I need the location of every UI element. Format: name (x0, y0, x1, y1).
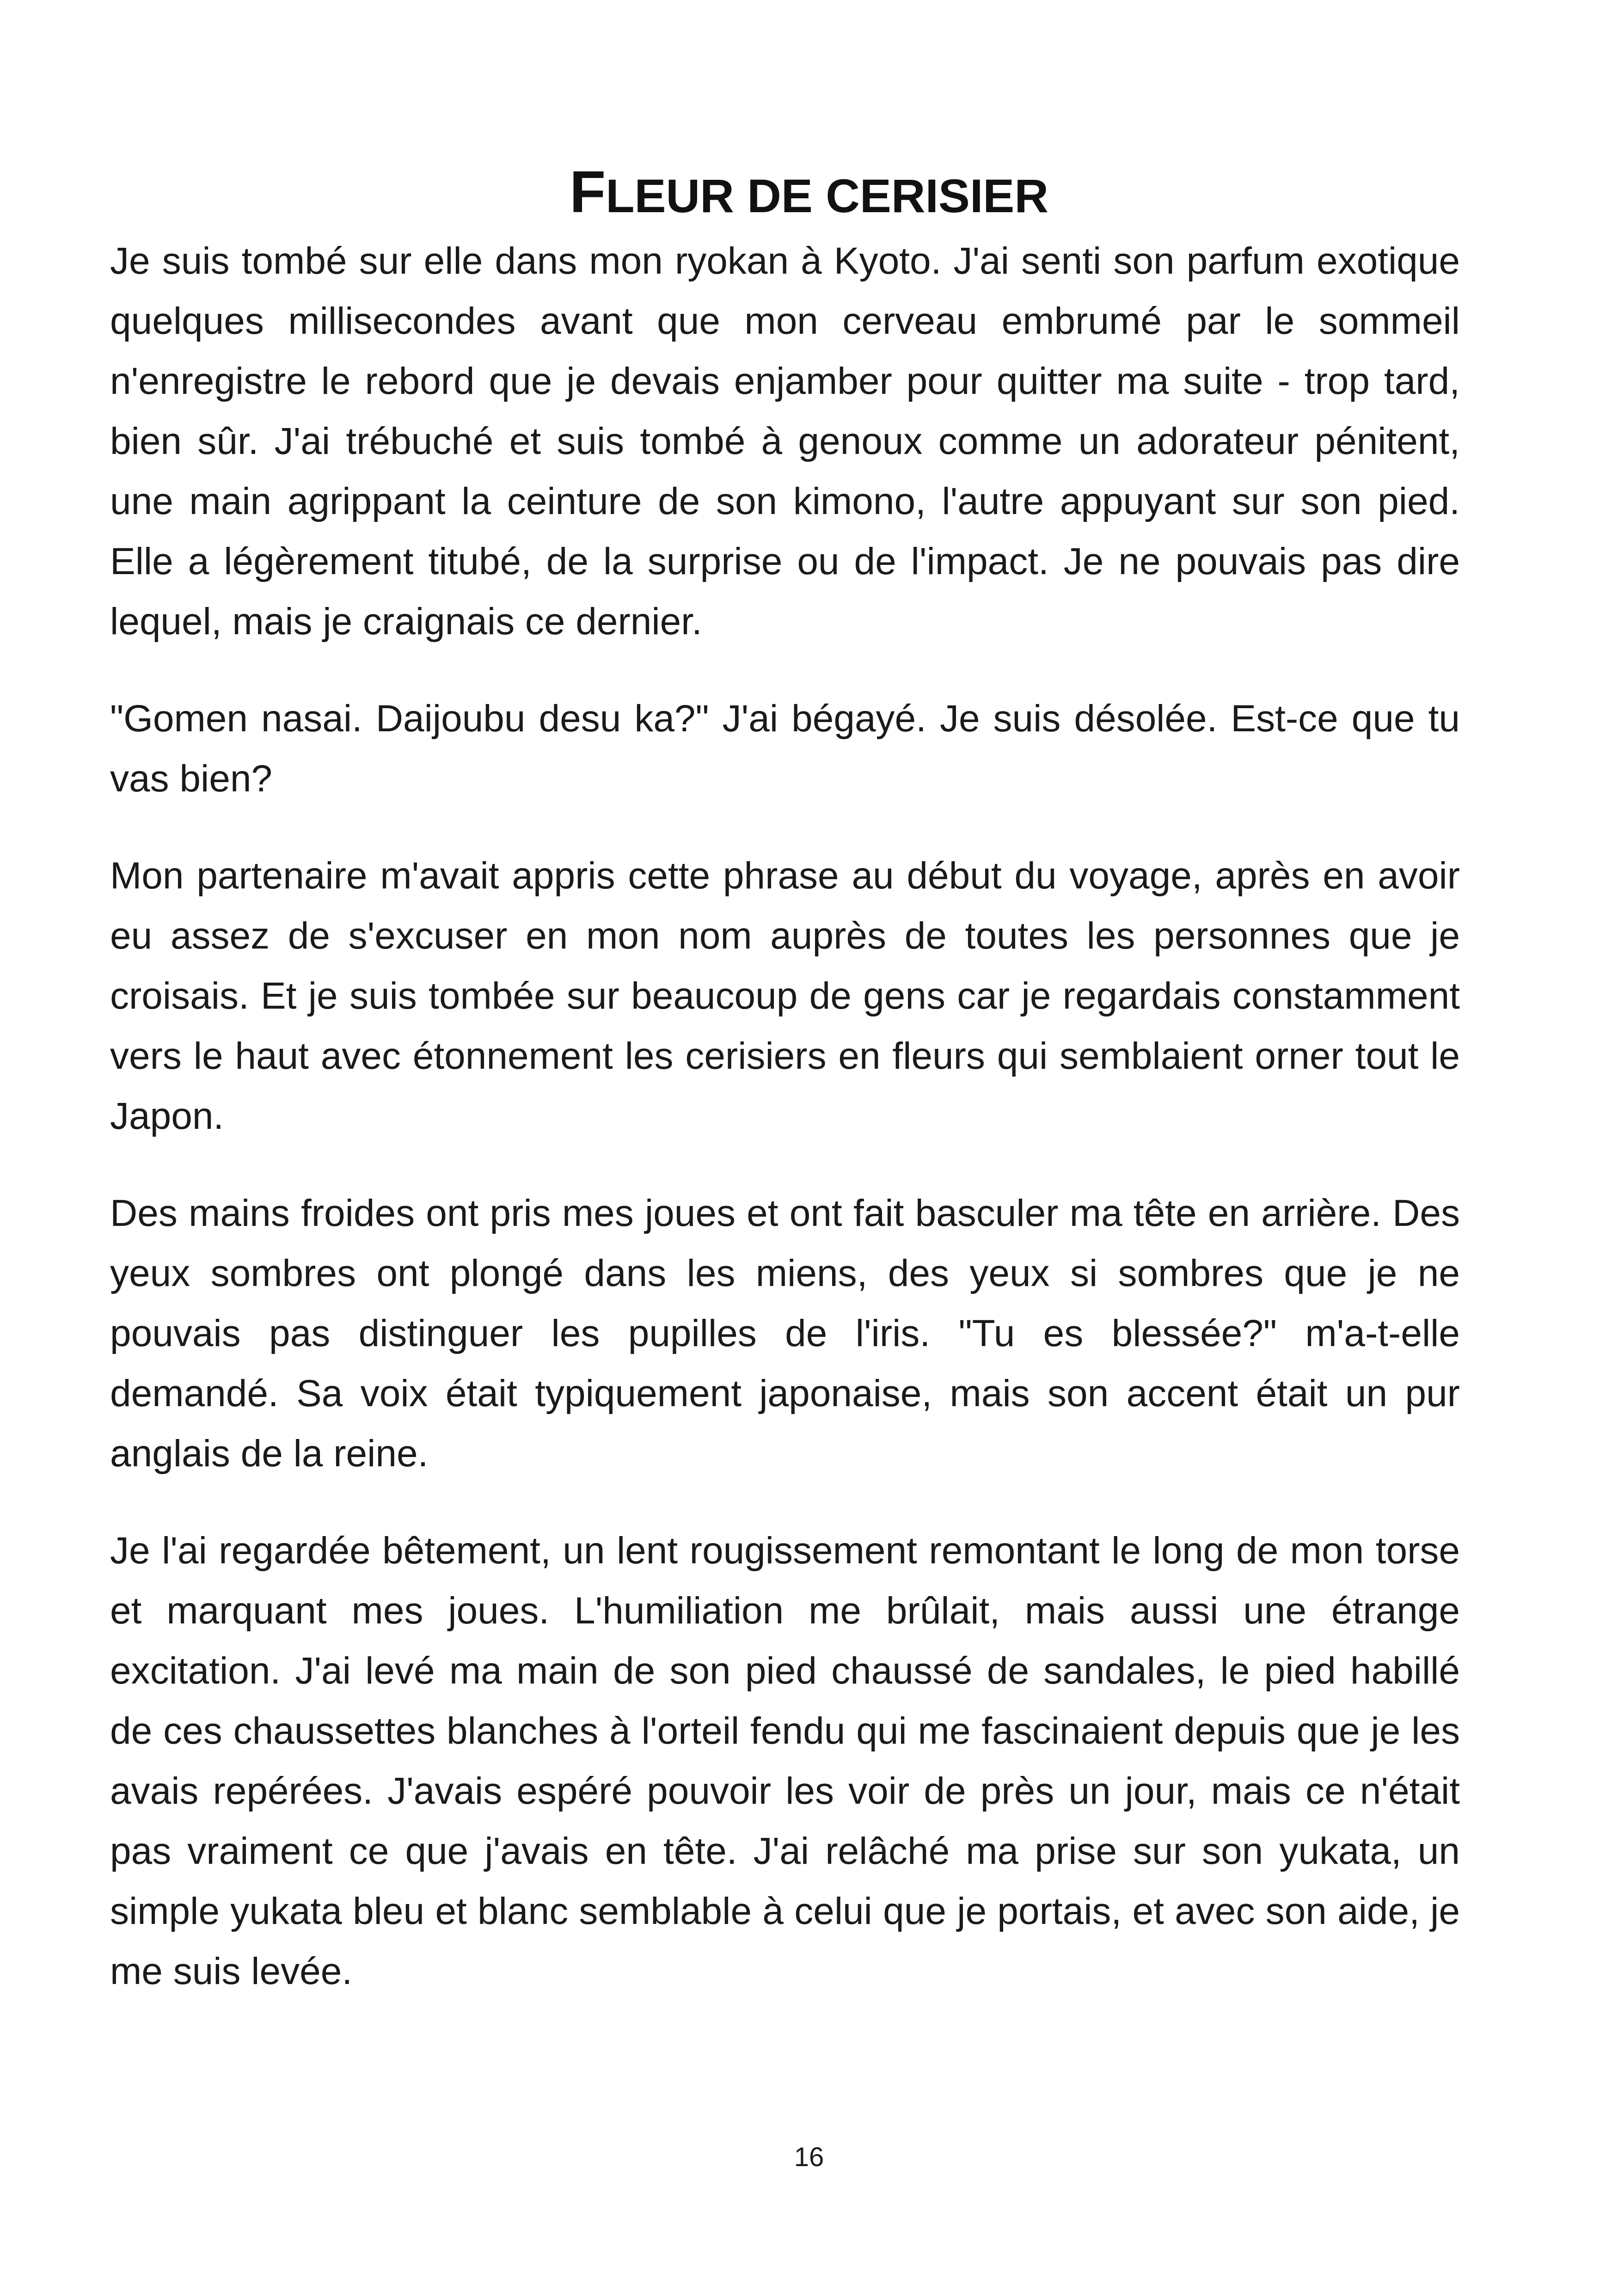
page-title (0, 158, 1618, 231)
paragraph-4: Des mains froides ont pris mes joues et ont fait basculer ma tête en arrière. Des yeux sombres ont plongé dans les miens, des yeux si sombres que je ne pouvais pas distinguer les pupilles de l'iris. "Tu es blessée?" m'a-t-elle demandé. Sa voix était typiquement japonaise, mais son accent était un pur anglais de la reine. (110, 1192, 1460, 1475)
paragraph-1: Je suis tombé sur elle dans mon ryokan à Kyoto. J'ai senti son parfum exotique quelques millisecondes avant que mon cerveau embrumé par le sommeil n'enregistre le rebord que je devais enjamber pour quitter ma suite - trop tard, bien sûr. J'ai trébuché et suis tombé à genoux comme un adorateur pénitent, une main agrippant la ceinture de son kimono, l'autre appuyant sur son pied. Elle a légèrement titubé, de la surprise ou de l'impact. Je ne pouvais pas dire lequel, mais je craignais ce dernier. (110, 240, 1460, 643)
paragraph-2: "Gomen nasai. Daijoubu desu ka?" J'ai bégayé. Je suis désolée. Est-ce que tu vas bien? (110, 698, 1460, 800)
paragraph-3: Mon partenaire m'avait appris cette phrase au début du voyage, après en avoir eu assez de s'excuser en mon nom auprès de toutes les personnes que je croisais. Et je suis tombée sur beaucoup de gens car je regardais constamment vers le haut avec étonnement les cerisiers en fleurs qui semblaient orner tout le Japon. (110, 855, 1460, 1137)
paragraph-5: Je l'ai regardée bêtement, un lent rougissement remontant le long de mon torse et marquant mes joues. L'humiliation me brûlait, mais aussi une étrange excitation. J'ai levé ma main de son pied chaussé de sandales, le pied habillé de ces chaussettes blanches à l'orteil fendu qui me fascinaient depuis que je les avais repérées. J'avais espéré pouvoir les voir de près un jour, mais ce n'était pas vraiment ce que j'avais en tête. J'ai relâché ma prise sur son yukata, un simple yukata bleu et blanc semblable à celui que je portais, et avec son aide, je me suis levée. (110, 1530, 1460, 1992)
title-rest: LEUR DE CERISIER (606, 169, 1048, 222)
body-text (110, 231, 1460, 2039)
page-number: 16 (794, 2142, 824, 2172)
title-initial: F (570, 159, 606, 225)
